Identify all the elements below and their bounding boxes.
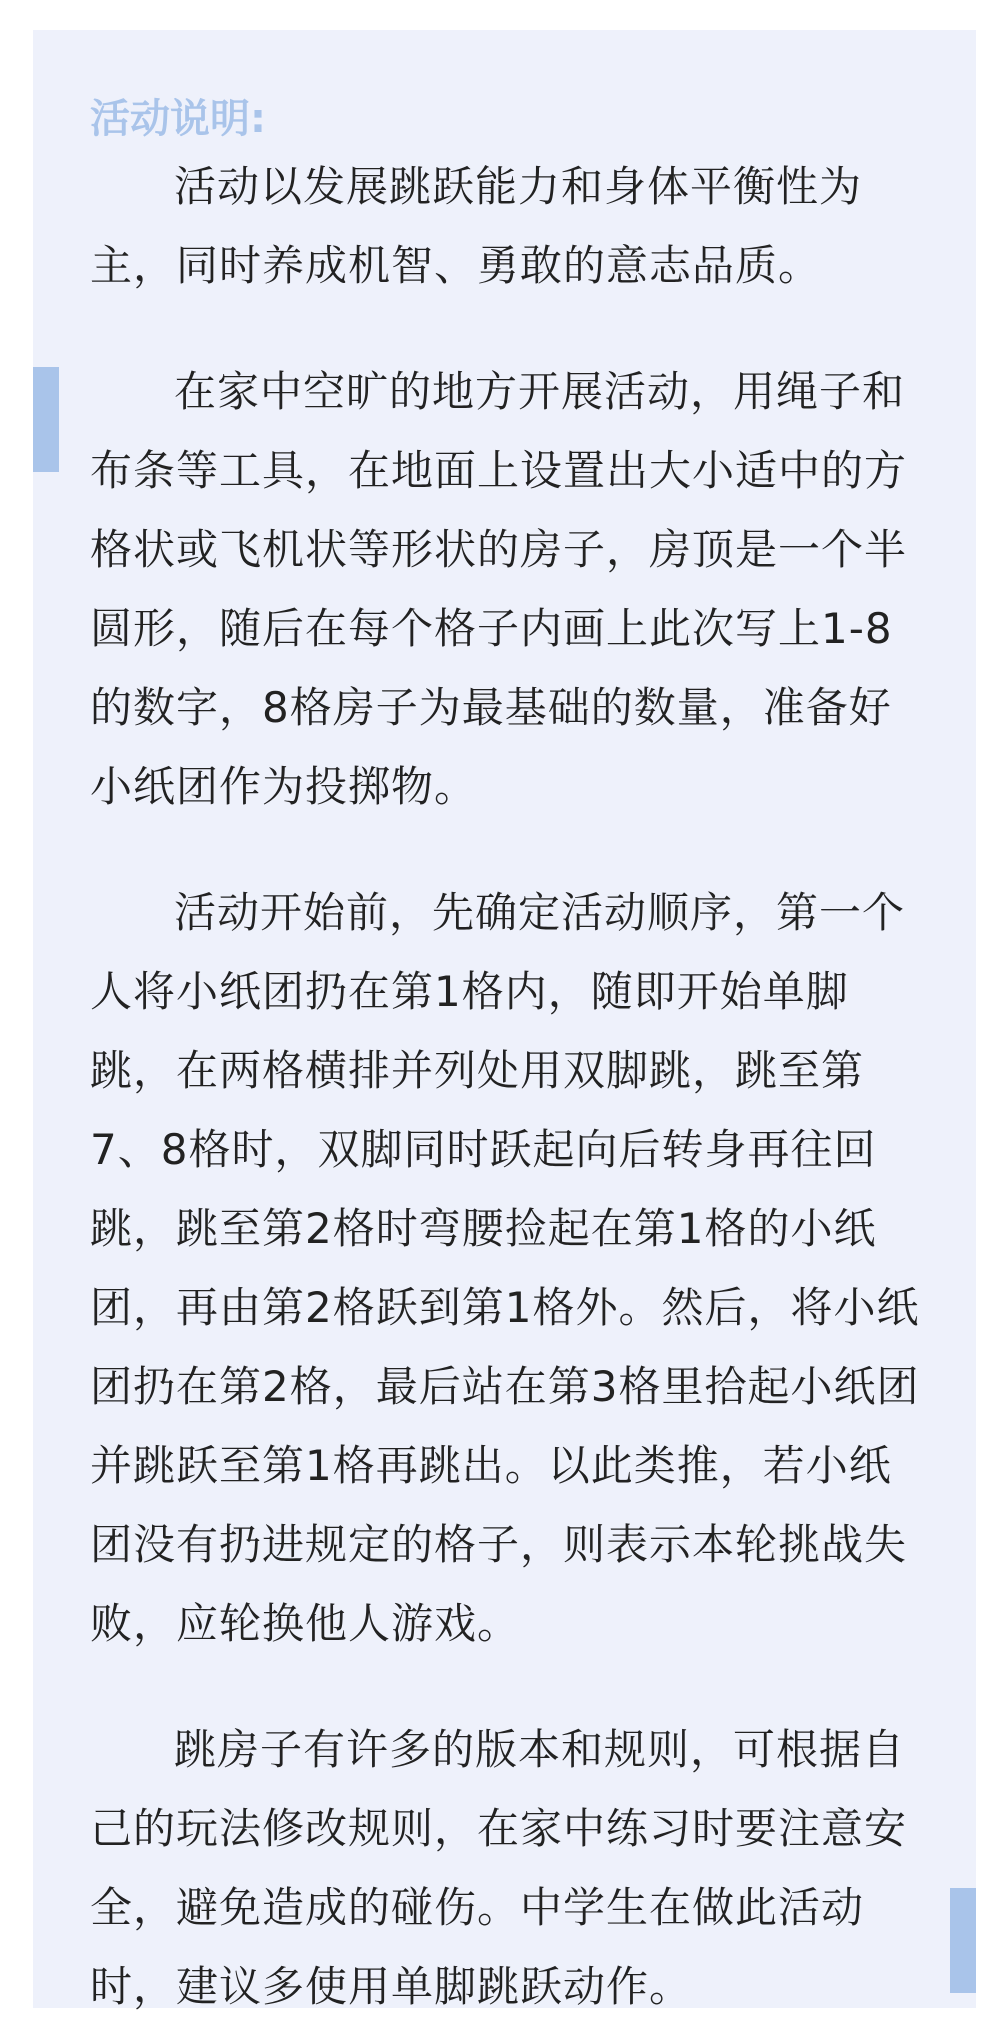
section-heading: 活动说明:: [90, 96, 266, 142]
paragraph-rules: 活动开始前，先确定活动顺序，第一个人将小纸团扔在第1格内，随即开始单脚跳，在两格横排并列处用双脚跳，跳至第7、8格时，双脚同时跃起向后转身再往回跳，跳至第2格时弯腰捡起在第1格的小纸团，再由第2格跃到第1格外。然后，将小纸团扔在第2格，最后站在第3格里拾起小纸团并跳跃至第1格再跳出。以此类推，若小纸团没有扔进规定的格子，则表示本轮挑战失败，应轮换他人游戏。: [90, 888, 920, 1648]
activity-description: [90, 92, 920, 2026]
left-accent-bar: [33, 367, 59, 472]
paragraph-safety: 跳房子有许多的版本和规则，可根据自己的玩法修改规则，在家中练习时要注意安全，避免造成的碰伤。中学生在做此活动时，建议多使用单脚跳跃动作。: [90, 1725, 908, 2011]
paragraph-purpose: 活动以发展跳跃能力和身体平衡性为主，同时养成机智、勇敢的意志品质。: [90, 162, 863, 290]
right-accent-bar: [950, 1888, 976, 1993]
paragraph-setup: 在家中空旷的地方开展活动，用绳子和布条等工具，在地面上设置出大小适中的方格状或飞机状等形状的房子，房顶是一个半圆形，随后在每个格子内画上此次写上1-8的数字，8格房子为最基础的数量，准备好小纸团作为投掷物。: [90, 367, 908, 811]
